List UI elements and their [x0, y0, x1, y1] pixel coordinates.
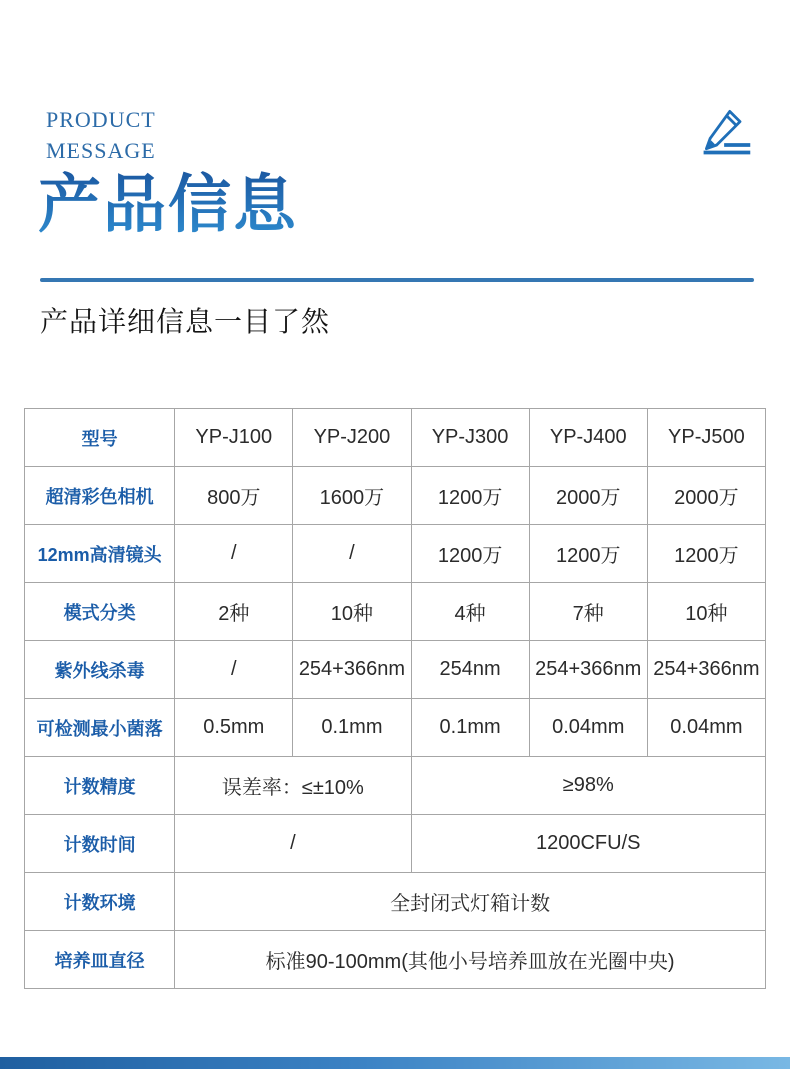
row-label: 超清彩色相机 — [25, 467, 175, 525]
spec-cell: 4种 — [411, 583, 529, 641]
row-label: 培养皿直径 — [25, 931, 175, 989]
row-label: 计数时间 — [25, 815, 175, 873]
row-label: 紫外线杀毒 — [25, 641, 175, 699]
spec-cell: 误差率：≤±10% — [175, 757, 411, 815]
page-subtitle: 产品详细信息一目了然 — [40, 307, 331, 338]
title-divider-rule — [40, 278, 754, 282]
table-row — [25, 525, 766, 583]
spec-table — [24, 408, 766, 989]
spec-cell: 2种 — [175, 583, 293, 641]
eyebrow-line-1: PRODUCT — [46, 107, 156, 132]
footer-gradient-bar — [0, 1057, 790, 1069]
spec-cell: / — [175, 641, 293, 699]
spec-cell: 0.04mm — [647, 699, 765, 757]
spec-cell: / — [293, 525, 411, 583]
spec-cell: 7种 — [529, 583, 647, 641]
table-row — [25, 815, 766, 873]
spec-cell: / — [175, 815, 411, 873]
row-label: 计数环境 — [25, 873, 175, 931]
eyebrow-line-2: MESSAGE — [46, 138, 156, 163]
spec-cell: / — [175, 525, 293, 583]
spec-cell: YP-J400 — [529, 409, 647, 467]
table-row — [25, 757, 766, 815]
table-row — [25, 583, 766, 641]
row-label: 12mm高清镜头 — [25, 525, 175, 583]
spec-cell: 1200万 — [647, 525, 765, 583]
spec-cell: 0.04mm — [529, 699, 647, 757]
spec-cell: 2000万 — [647, 467, 765, 525]
spec-cell: 1600万 — [293, 467, 411, 525]
spec-cell: 0.1mm — [411, 699, 529, 757]
spec-cell: YP-J500 — [647, 409, 765, 467]
table-row — [25, 931, 766, 989]
spec-cell: ≥98% — [411, 757, 766, 815]
page-title: 产品信息 — [38, 168, 298, 244]
spec-cell: 1200CFU/S — [411, 815, 766, 873]
row-label: 模式分类 — [25, 583, 175, 641]
spec-table-body — [25, 409, 766, 989]
spec-cell: 254+366nm — [293, 641, 411, 699]
spec-cell: YP-J100 — [175, 409, 293, 467]
spec-cell: 800万 — [175, 467, 293, 525]
pencil-edit-icon — [698, 106, 754, 156]
spec-cell: 10种 — [293, 583, 411, 641]
table-row — [25, 409, 766, 467]
spec-cell: 1200万 — [411, 525, 529, 583]
spec-cell: 254+366nm — [647, 641, 765, 699]
spec-cell: 0.5mm — [175, 699, 293, 757]
spec-cell: 254nm — [411, 641, 529, 699]
table-row — [25, 699, 766, 757]
spec-cell: 10种 — [647, 583, 765, 641]
row-label: 型号 — [25, 409, 175, 467]
table-row — [25, 641, 766, 699]
spec-table-wrap — [24, 408, 766, 989]
row-label: 计数精度 — [25, 757, 175, 815]
table-row — [25, 467, 766, 525]
eyebrow-heading — [46, 104, 156, 166]
spec-cell: 2000万 — [529, 467, 647, 525]
spec-cell: 标准90-100mm(其他小号培养皿放在光圈中央) — [175, 931, 766, 989]
spec-cell: 全封闭式灯箱计数 — [175, 873, 766, 931]
row-label: 可检测最小菌落 — [25, 699, 175, 757]
spec-cell: 0.1mm — [293, 699, 411, 757]
spec-cell: YP-J300 — [411, 409, 529, 467]
spec-cell: YP-J200 — [293, 409, 411, 467]
spec-cell: 254+366nm — [529, 641, 647, 699]
spec-cell: 1200万 — [411, 467, 529, 525]
spec-cell: 1200万 — [529, 525, 647, 583]
table-row — [25, 873, 766, 931]
